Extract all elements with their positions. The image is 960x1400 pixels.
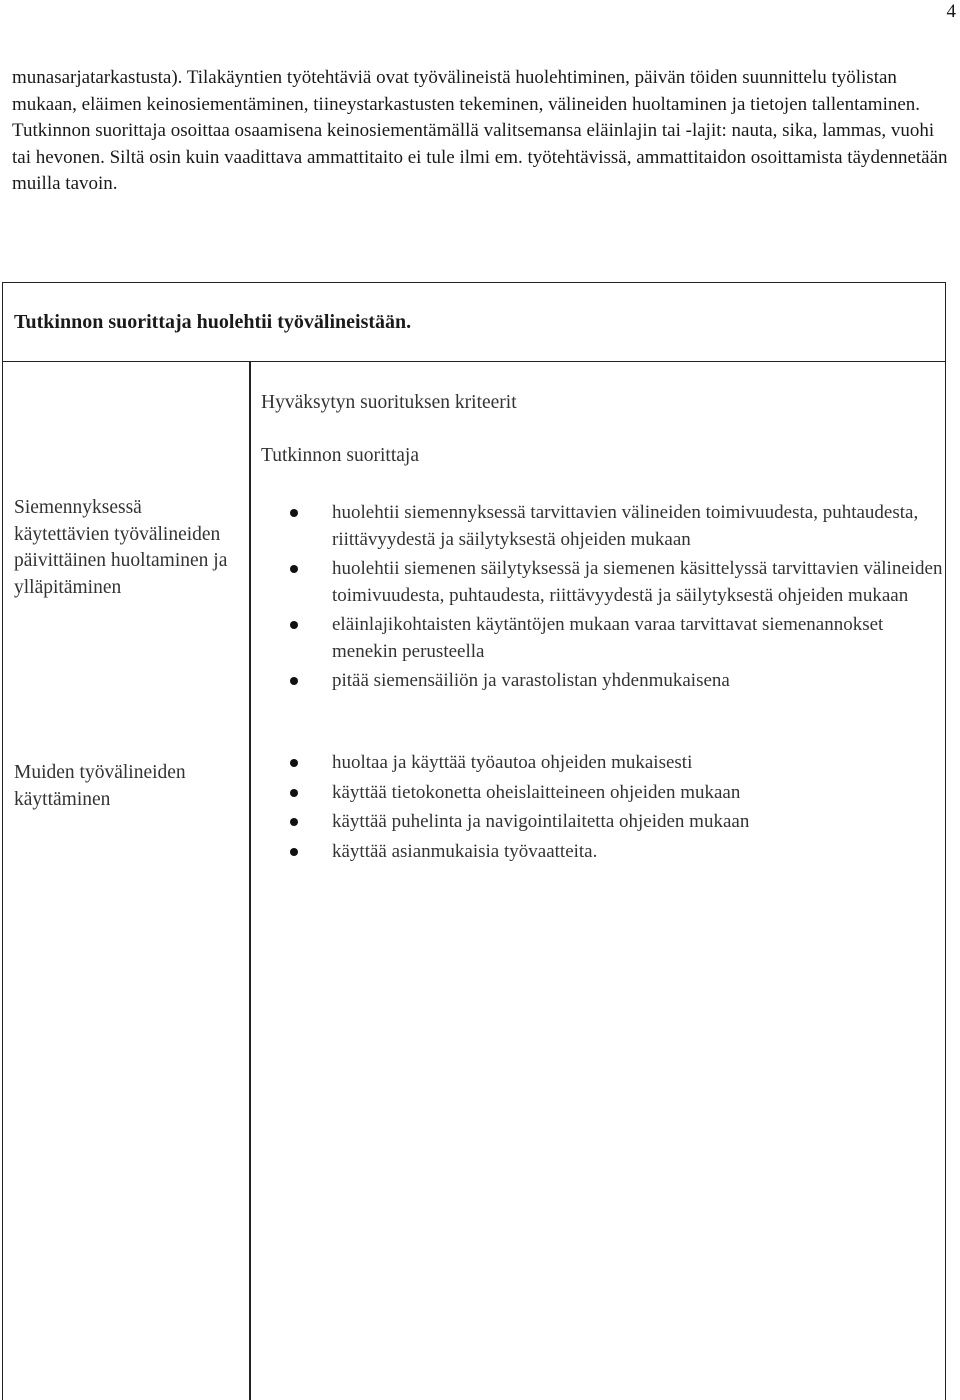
criteria-item: käyttää tietokonetta oheislaitteineen ohjeiden mukaan bbox=[290, 780, 950, 807]
bullet-icon bbox=[290, 789, 298, 797]
criteria-item: pitää siemensäiliön ja varastolistan yhdenmukaisena bbox=[290, 668, 950, 695]
bullet-icon bbox=[290, 621, 298, 629]
criteria-item: huoltaa ja käyttää työautoa ohjeiden mukaisesti bbox=[290, 750, 950, 777]
bullet-icon bbox=[290, 509, 298, 517]
criteria-item: käyttää puhelinta ja navigointilaitetta ohjeiden mukaan bbox=[290, 809, 950, 836]
criteria-item: käyttää asianmukaisia työvaatteita. bbox=[290, 839, 950, 866]
criteria-heading: Hyväksytyn suorituksen kriteerit bbox=[261, 392, 517, 413]
section-header-box bbox=[2, 282, 946, 362]
criteria-item: huolehtii siemenen säilytyksessä ja siemenen käsittelyssä tarvittavien välineiden toimivuudesta, puhtaudesta, riittävyydestä ja säilytyksestä ohjeiden mukaan bbox=[290, 556, 950, 609]
row-label-siemennys: Siemennyksessä käytettävien työvälineiden päivittäinen huoltaminen ja ylläpitäminen bbox=[14, 497, 228, 598]
section-title: Tutkinnon suorittaja huolehtii työvälineistään. bbox=[14, 311, 412, 333]
intro-paragraph: munasarjatarkastusta). Tilakäyntien työtehtäviä ovat työvälineistä huolehtiminen, päivän töiden suunnittelu työlistan mukaan, eläimen keinosiementäminen, tiineystarkastusten tekeminen, välineiden huoltaminen ja tietojen tallentaminen. Tutkinnon suorittaja osoittaa osaamisena keinosiementämällä valitsemansa eläinlajin tai -lajit: nauta, sika, lammas, vuohi tai hevonen. Siltä osin kuin vaadittava ammattitaito ei tule ilmi em. työtehtävissä, ammattitaidon osoittamista täydennetään muilla tavoin. bbox=[12, 67, 948, 194]
criteria-item: eläinlajikohtaisten käytäntöjen mukaan varaa tarvittavat siemenannokset menekin perusteella bbox=[290, 612, 950, 665]
bullet-icon bbox=[290, 818, 298, 826]
page-number: 4 bbox=[946, 1, 956, 22]
criteria-item: huolehtii siemennyksessä tarvittavien välineiden toimivuudesta, puhtaudesta, riittävyydestä ja säilytyksestä ohjeiden mukaan bbox=[290, 500, 950, 553]
criteria-list-muut-tyovalineet bbox=[290, 750, 950, 865]
bullet-icon bbox=[290, 759, 298, 767]
criteria-subheading: Tutkinnon suorittaja bbox=[261, 445, 419, 466]
bullet-icon bbox=[290, 848, 298, 856]
criteria-list-siemennys bbox=[290, 500, 950, 695]
criteria-table bbox=[2, 362, 946, 1400]
row-label-muut-tyovalineet: Muiden työvälineiden käyttäminen bbox=[14, 762, 186, 810]
column-divider bbox=[249, 362, 251, 1400]
bullet-icon bbox=[290, 677, 298, 685]
bullet-icon bbox=[290, 565, 298, 573]
